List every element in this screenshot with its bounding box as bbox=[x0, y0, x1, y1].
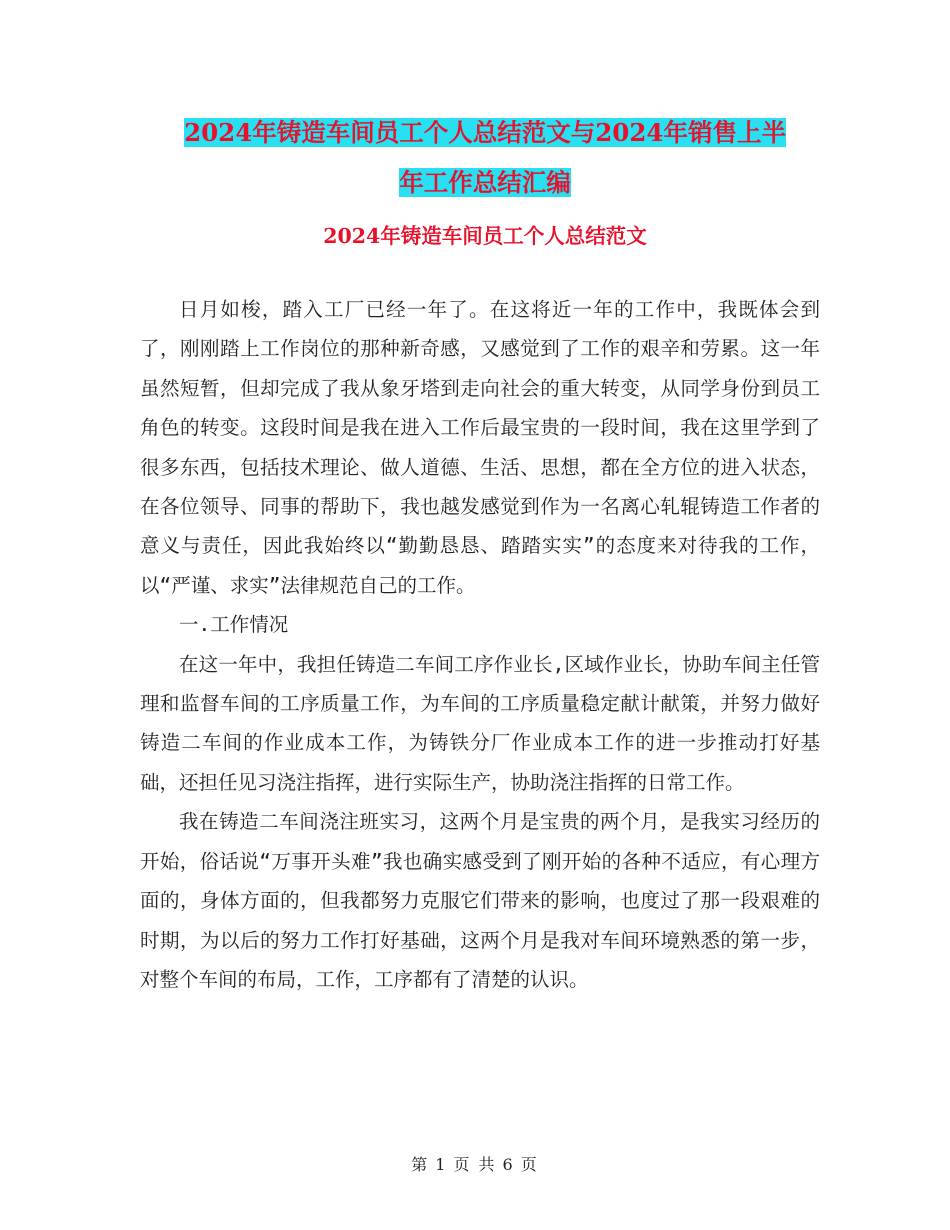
paragraph-internship: 我在铸造二车间浇注班实习，这两个月是宝贵的两个月，是我实习经历的开始，俗话说“万事开头难”我也确实感受到了刚开始的各种不适应，有心理方面的，身体方面的，但我都努力克服它们带来的影响，也度过了那一段艰难的时期，为以后的努力工作打好基础，这两个月是我对车间环境熟悉的第一步，对整个车间的布局，工作，工序都有了清楚的认识。 bbox=[140, 810, 820, 991]
paragraph-work-duties: 在这一年中，我担任铸造二车间工序作业长,区域作业长，协助车间主任管理和监督车间的工序质量工作，为车间的工序质量稳定献计献策，并努力做好铸造二车间的作业成本工作，为铸铁分厂作业成本工作的进一步推动打好基础，还担任见习浇注指挥，进行实际生产，协助浇注指挥的日常工作。 bbox=[140, 652, 820, 794]
paragraph-intro: 日月如梭，踏入工厂已经一年了。在这将近一年的工作中，我既体会到了，刚刚踏上工作岗位的那种新奇感，又感觉到了工作的艰辛和劳累。这一年虽然短暂，但却完成了我从象牙塔到走向社会的重大转变，从同学身份到员工角色的转变。这段时间是我在进入工作后最宝贵的一段时间，我在这里学到了很多东西，包括技术理论、做人道德、生活、思想，都在全方位的进入状态，在各位领导、同事的帮助下，我也越发感觉到作为一名离心轧辊铸造工作者的意义与责任，因此我始终以“勤勤恳恳、踏踏实实”的态度来对待我的工作，以“严谨、求实”法律规范自己的工作。 bbox=[140, 298, 820, 597]
footer-total-pages: 6 bbox=[502, 1155, 515, 1174]
document-title-line-1: 2024年铸造车间员工个人总结范文与2024年销售上半 bbox=[184, 118, 786, 147]
page-footer bbox=[0, 1152, 950, 1175]
footer-prefix: 第 bbox=[411, 1155, 430, 1174]
footer-suffix: 页 bbox=[520, 1155, 539, 1174]
document-body bbox=[140, 290, 820, 999]
document-title bbox=[140, 108, 830, 208]
footer-current-page: 1 bbox=[435, 1155, 448, 1174]
section-title: 2024年铸造车间员工个人总结范文 bbox=[323, 224, 647, 248]
document-title-line-2: 年工作总结汇编 bbox=[399, 168, 571, 197]
subheading-work-situation: 一.工作情况 bbox=[179, 613, 289, 637]
footer-mid: 页 共 bbox=[453, 1155, 497, 1174]
